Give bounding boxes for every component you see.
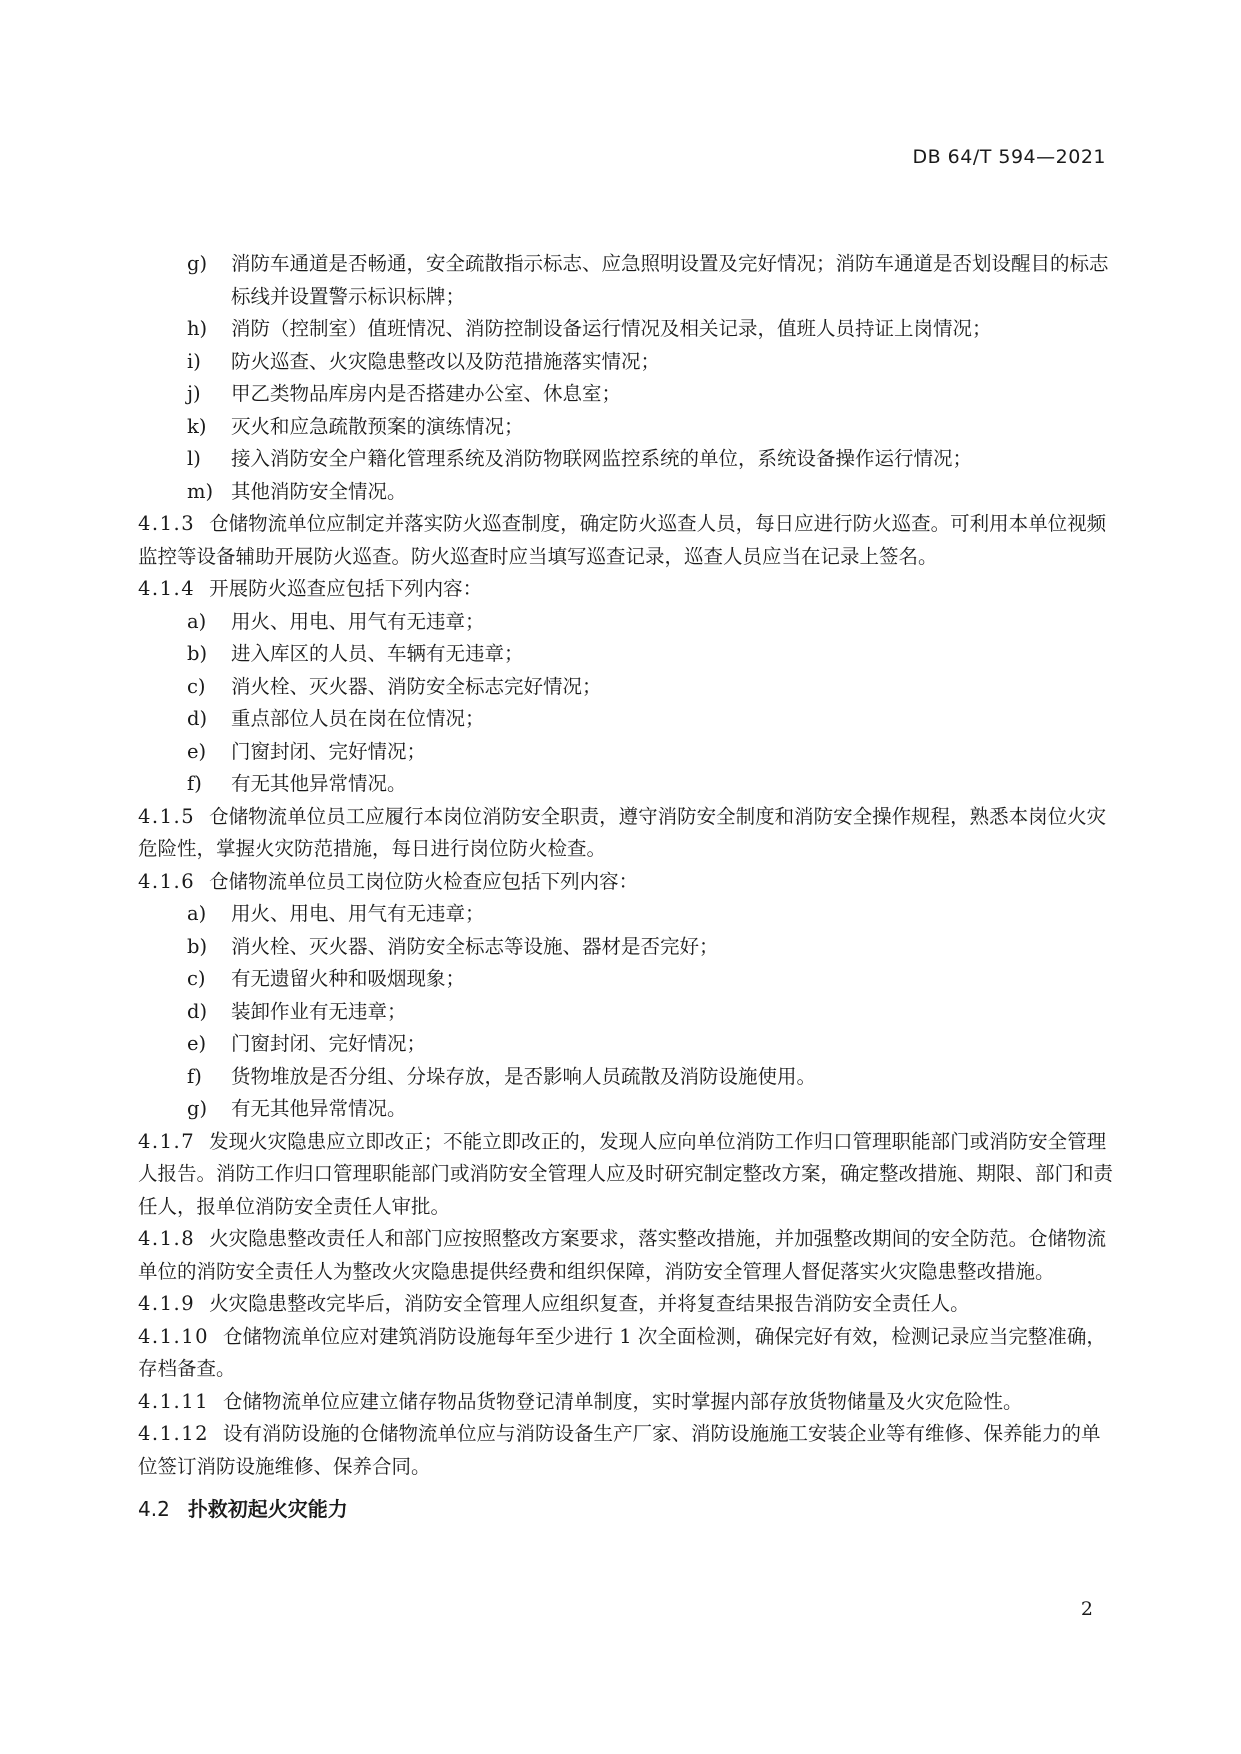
item-label: a): [187, 609, 207, 633]
item-text: 重点部位人员在岗在位情况；: [231, 707, 485, 730]
clause-number: 4.1.9: [138, 1292, 196, 1315]
list-item: [138, 703, 1118, 736]
clause-text: 仓储物流单位应对建筑消防设施每年至少进行 1 次全面检测，确保完好有效，检测记录应当完整准确，存档备查。: [138, 1324, 1106, 1380]
clause-4-1-9: [138, 1288, 1118, 1321]
item-label: b): [187, 934, 208, 958]
item-text: 有无遗留火种和吸烟现象；: [231, 967, 466, 990]
patrol-list: [138, 606, 1118, 801]
list-item: [138, 1061, 1118, 1094]
item-label: m): [187, 479, 214, 503]
item-text: 进入库区的人员、车辆有无违章；: [231, 642, 524, 665]
item-text: 消防（控制室）值班情况、消防控制设备运行情况及相关记录，值班人员持证上岗情况；: [231, 317, 992, 340]
document-code: DB 64/T 594—2021: [912, 146, 1106, 168]
clause-number: 4.1.7: [138, 1129, 196, 1153]
item-label: f): [187, 1064, 202, 1088]
clause-text: 仓储物流单位应制定并落实防火巡查制度，确定防火巡查人员，每日应进行防火巡查。可利用本单位视频监控等设备辅助开展防火巡查。防火巡查时应当填写巡查记录，巡查人员应当在记录上签名。: [138, 512, 1107, 568]
clause-text: 发现火灾隐患应立即改正；不能立即改正的，发现人应向单位消防工作归口管理职能部门或消防安全管理人报告。消防工作归口管理职能部门或消防安全管理人应及时研究制定整改方案，确定整改措施、期限、部门和责任人，报单位消防安全责任人审批。: [138, 1129, 1114, 1218]
list-item: [138, 996, 1118, 1029]
list-item: [138, 1093, 1118, 1126]
clause-text: 开展防火巡查应包括下列内容：: [209, 577, 483, 600]
item-text: 门窗封闭、完好情况；: [231, 1032, 427, 1055]
item-label: g): [187, 252, 208, 275]
item-text: 消火栓、灭火器、消防安全标志完好情况；: [231, 674, 602, 698]
clause-4-1-8: [138, 1223, 1118, 1288]
clause-4-1-11: [138, 1386, 1118, 1419]
list-item: [138, 1028, 1118, 1061]
page-number: 2: [1080, 1598, 1093, 1620]
clause-text: 仓储物流单位员工应履行本岗位消防安全职责，遵守消防安全制度和消防安全操作规程，熟悉本岗位火灾危险性，掌握火灾防范措施，每日进行岗位防火检查。: [138, 804, 1107, 860]
list-item: [138, 963, 1118, 996]
clause-number: 4.1.11: [138, 1389, 210, 1413]
item-label: b): [187, 642, 208, 665]
clause-4-1-5: [138, 801, 1118, 866]
clause-text: 仓储物流单位应建立储存物品货物登记清单制度，实时掌握内部存放货物储量及火灾危险性。: [223, 1389, 1023, 1413]
list-item: [138, 671, 1118, 704]
item-label: e): [187, 739, 207, 763]
section-number: 4.2: [138, 1497, 170, 1521]
item-text: 门窗封闭、完好情况；: [231, 739, 427, 763]
item-label: l): [187, 447, 201, 470]
list-item: [138, 931, 1118, 964]
item-label: h): [187, 317, 208, 340]
item-text: 装卸作业有无违章；: [231, 999, 407, 1023]
list-item: [138, 736, 1118, 769]
item-text: 货物堆放是否分组、分垛存放，是否影响人员疏散及消防设施使用。: [231, 1064, 817, 1088]
item-text: 消火栓、灭火器、消防安全标志等设施、器材是否完好；: [231, 934, 719, 958]
inspection-list-a: [138, 248, 1118, 508]
post-check-list: [138, 898, 1118, 1126]
item-text: 消防车通道是否畅通，安全疏散指示标志、应急照明设置及完好情况；消防车通道是否划设醒目的标志标线并设置警示标识标牌；: [231, 252, 1109, 308]
clause-text: 火灾隐患整改完毕后，消防安全管理人应组织复查，并将复查结果报告消防安全责任人。: [209, 1292, 970, 1315]
item-label: a): [187, 902, 207, 925]
item-text: 有无其他异常情况。: [231, 1097, 407, 1120]
item-label: d): [187, 707, 208, 730]
item-text: 用火、用电、用气有无违章；: [231, 609, 485, 633]
list-item: [138, 411, 1118, 444]
item-text: 用火、用电、用气有无违章；: [231, 902, 485, 925]
list-item: [138, 378, 1118, 411]
section-title: 扑救初起火灾能力: [187, 1497, 348, 1521]
item-label: g): [187, 1097, 208, 1120]
item-label: j): [187, 382, 201, 405]
clause-4-1-12: [138, 1418, 1118, 1483]
clause-number: 4.1.10: [138, 1324, 210, 1348]
item-text: 其他消防安全情况。: [231, 479, 407, 503]
clause-4-1-10: [138, 1321, 1118, 1386]
clause-number: 4.1.3: [138, 512, 196, 535]
section-heading-4-2: [138, 1493, 1118, 1526]
list-item: [138, 768, 1118, 801]
clause-text: 火灾隐患整改责任人和部门应按照整改方案要求，落实整改措施，并加强整改期间的安全防范。仓储物流单位的消防安全责任人为整改火灾隐患提供经费和组织保障，消防安全管理人督促落实火灾隐患整改措施。: [138, 1227, 1107, 1283]
item-text: 灭火和应急疏散预案的演练情况；: [231, 414, 524, 438]
item-label: e): [187, 1032, 207, 1055]
document-body: [138, 248, 1118, 1546]
clause-number: 4.1.4: [138, 577, 196, 600]
clause-number: 4.1.8: [138, 1227, 196, 1250]
list-item: [138, 638, 1118, 671]
list-item: [138, 476, 1118, 509]
list-item: [138, 248, 1118, 313]
clause-number: 4.1.5: [138, 804, 196, 828]
clause-4-1-7: [138, 1126, 1118, 1224]
item-text: 甲乙类物品库房内是否搭建办公室、休息室；: [231, 382, 622, 405]
clause-number: 4.1.12: [138, 1422, 210, 1445]
item-label: i): [187, 349, 201, 373]
item-text: 接入消防安全户籍化管理系统及消防物联网监控系统的单位，系统设备操作运行情况；: [231, 447, 973, 470]
item-label: c): [187, 967, 206, 990]
list-item: [138, 898, 1118, 931]
item-label: f): [187, 772, 202, 795]
clause-text: 仓储物流单位员工岗位防火检查应包括下列内容：: [209, 869, 639, 893]
list-item: [138, 443, 1118, 476]
item-label: k): [187, 414, 207, 438]
item-label: c): [187, 674, 206, 698]
clause-text: 设有消防设施的仓储物流单位应与消防设备生产厂家、消防设施施工安装企业等有维修、保养能力的单位签订消防设施维修、保养合同。: [138, 1422, 1101, 1478]
clause-4-1-3: [138, 508, 1118, 573]
clause-number: 4.1.6: [138, 869, 196, 893]
clause-4-1-4: [138, 573, 1118, 606]
item-label: d): [187, 999, 208, 1023]
item-text: 防火巡查、火灾隐患整改以及防范措施落实情况；: [231, 349, 661, 373]
list-item: [138, 346, 1118, 379]
list-item: [138, 606, 1118, 639]
list-item: [138, 313, 1118, 346]
item-text: 有无其他异常情况。: [231, 772, 407, 795]
clause-4-1-6: [138, 866, 1118, 899]
